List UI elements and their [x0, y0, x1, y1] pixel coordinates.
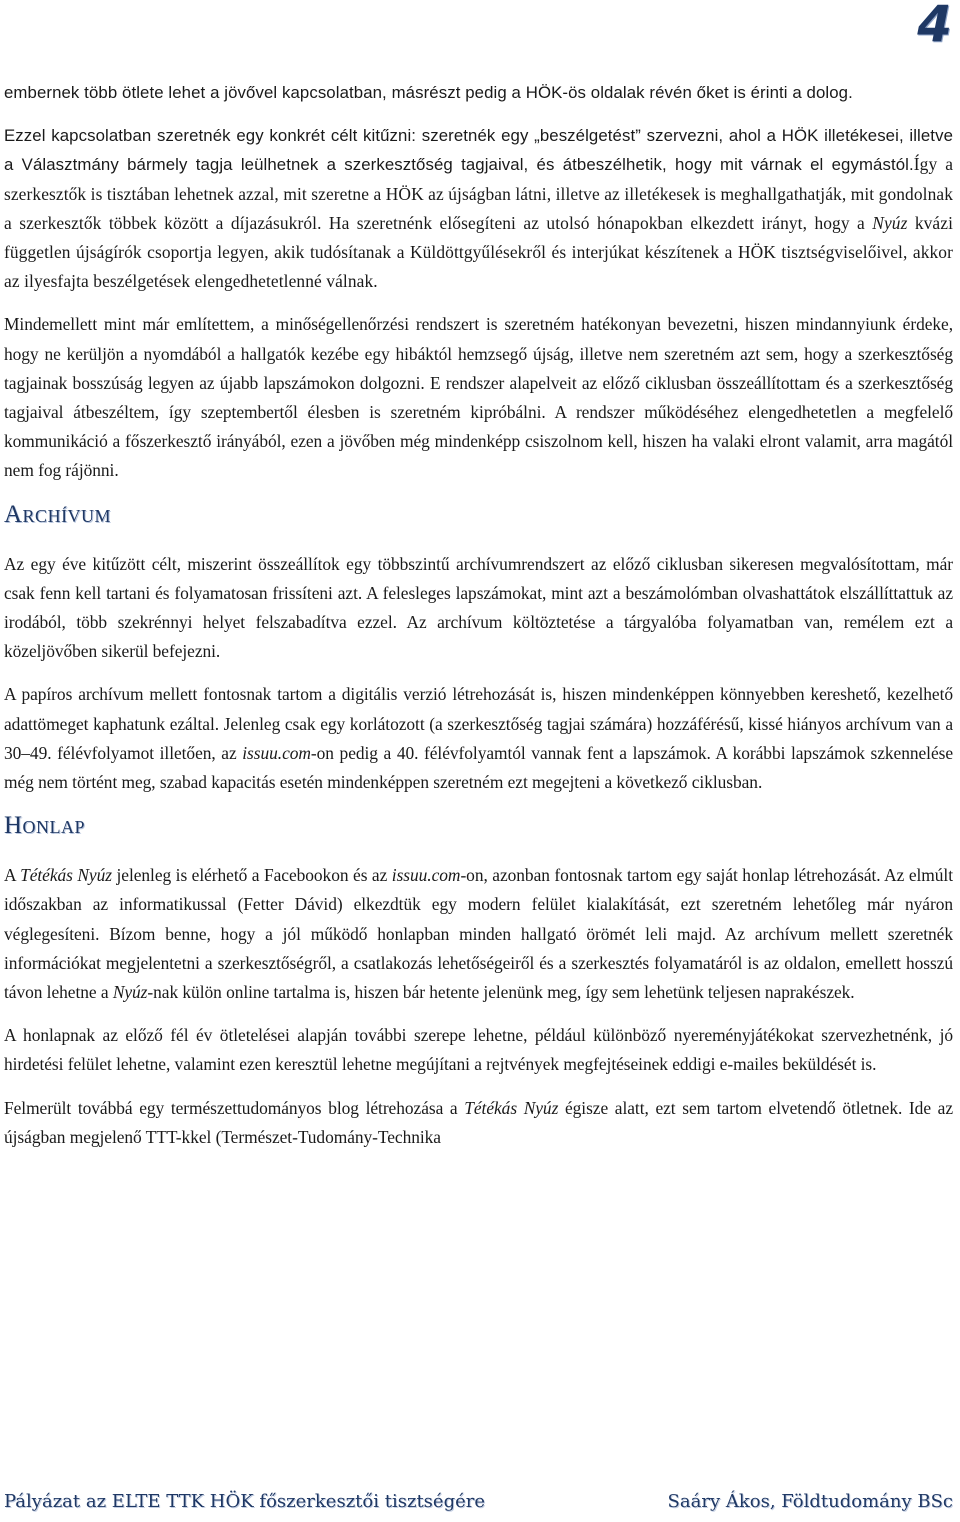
- document-body: [4, 78, 953, 1166]
- honlap-paragraph-1: [4, 861, 953, 1007]
- intro-paragraph-2-cont-b: kvázi független újságírók csoportja legyen, akik tudósítanak a Küldöttgyűlésekről és interjúkat készítenek a HÖK tisztségviselőivel, akkor az ilyesfajta beszélgetések elengedhetetlenné válnak.: [4, 212, 954, 292]
- footer-author: Saáry Ákos, Földtudomány BSc: [667, 1490, 953, 1512]
- footer-title: Pályázat az ELTE TTK HÖK főszerkesztői tisztségére: [4, 1490, 485, 1512]
- tetekas-nyuz-italic: Tétékás Nyúz: [20, 865, 112, 886]
- honlap-paragraph-3: [4, 1094, 953, 1152]
- intro-paragraph-1: embernek több ötlete lehet a jövővel kapcsolatban, másrészt pedig a HÖK-ös oldalak révén őket is érinti a dolog.: [4, 83, 853, 102]
- honlap-paragraph-1-d: -nak külön online tartalma is, hiszen bár hetente jelenünk meg, így sem lehetünk teljesen naprakészek.: [147, 982, 855, 1003]
- honlap-paragraph-3-a: Felmerült továbbá egy természettudományos blog létrehozása a: [4, 1097, 465, 1118]
- nyuz-italic: Nyúz: [872, 212, 908, 233]
- archivum-paragraph-2: [4, 680, 953, 797]
- intro-paragraph-2: [4, 121, 953, 296]
- page-footer: [4, 1484, 953, 1518]
- quality-control-paragraph: Mindemellett mint már említettem, a minőségellenőrzési rendszert is szeretném hatékonyan bevezetni, hiszen mindannyiunk érdeke, hogy ne kerüljön a nyomdából a hallgatók kezébe egy hibáktól hemzsegő újság, illetve nem szeretném azt sem, hogy a szerkesztőség tagjainak bosszúság legyen az újabb lapszámokon dolgozni. E rendszer alapelveit az előző ciklusban összeállítottam és a szerkesztőség tagjaival átbeszéltem, így szeptembertől élesben is szeretném kipróbálni. A rendszer működéséhez elengedhetetlen a megfelelő kommunikáció a főszerkesztő irányából, ezen a jövőben még mindenképp csiszolnom kell, hiszen ha valaki elront valamit, arra magától nem fog rájönni.: [4, 314, 953, 481]
- honlap-paragraph-1-b: jelenleg is elérhető a Facebookon és az: [111, 865, 392, 886]
- archivum-paragraph-2-b: -on pedig a 40. félévfolyamtól vannak fent a lapszámok. A korábbi lapszámok szkennelése még nem történt meg, szabad kapacitás esetén mindenképpen szeretném ezt megejteni a következő ciklusban.: [4, 742, 954, 793]
- section-heading-honlap: Honlap: [4, 812, 86, 840]
- issuu-italic-2: issuu.com: [391, 865, 461, 886]
- honlap-paragraph-1-c: -on, azonban fontosnak tartom egy saját honlap létrehozását. Az elmúlt időszakban az informatikussal (Fetter Dávid) elkezdtük egy modern felület kialakítását, ezt szeretném lehetőleg már nyáron véglegesíteni. Bízom benne, hogy a jól működő honlapban minden hallgató örömét leli majd. Az archívum mellett szeretnék információkat megjelentetni a szerkesztőségről, a csatlakozás lehetőségeiről és a szerkesztés folyamatáról is az oldalon, emellett hosszú távon lehetne a: [4, 865, 953, 1003]
- nyuz-italic-2: Nyúz: [112, 982, 148, 1003]
- tetekas-nyuz-italic-2: Tétékás Nyúz: [464, 1097, 559, 1118]
- archivum-paragraph-1: Az egy éve kitűzött célt, miszerint összeállítok egy többszintű archívumrendszert az előző ciklusban sikeresen megvalósítottam, már csak fenn kell tartani és folyamatosan frissíteni azt. A felesleges lapszámokat, mint azt a beszámolómban olvashattátok elszállíttattuk az irodából, több szekrénnyi helyet felszabadítva ezzel. Az archívum költöztetése a tárgyalóba folyamatban van, remélem ezt a közeljövőben sikerül befejezni.: [4, 553, 953, 662]
- section-heading-archivum: Archívum: [4, 500, 112, 528]
- intro-paragraph-2-cont-a: Így a szerkesztők is tisztában lehetnek azzal, mit szeretne a HÖK az újságban látni, illetve az illetékesek is meghallgathatják, mit gondolnak a szerkesztők többek között a díjazásukról. Ha szeretnénk elősegíteni az utolsó hónapokban elkezdett irányt, hogy a: [4, 154, 954, 233]
- page-number: 4: [917, 0, 952, 53]
- honlap-paragraph-1-a: A: [4, 865, 21, 886]
- intro-paragraph-2-text: Ezzel kapcsolatban szeretnék egy konkrét célt kitűzni: szeretnék egy „beszélgetést” szervezni, ahol a HÖK illetékesei, illetve a Választmány bármely tagja leülhetnek a szerkesztőség tagjaival, és átbeszélhetik, hogy mit várnak el egymástól.: [4, 126, 953, 175]
- archivum-paragraph-2-a: A papíros archívum mellett fontosnak tartom a digitális verzió létrehozását is, hiszen mindenképpen könnyebben kereshető, kezelhető adattömeget kaphatunk ezáltal. Jelenleg csak egy korlátozott (a szerkesztőség tagjai számára) hozzáférésű, kissé hiányos archívum van a 30–49. félévfolyamot illetően, az: [4, 684, 953, 763]
- honlap-paragraph-3-b: égisze alatt, ezt sem tartom elvetendő ötletnek. Ide az újságban megjelenő TTT-kkel (Természet-Tudomány-Technika: [4, 1097, 953, 1147]
- issuu-italic: issuu.com: [242, 742, 311, 763]
- honlap-paragraph-2: A honlapnak az előző fél év ötletelései alapján további szerepe lehetne, például különböző nyereményjátékokat szervezhetnénk, jó hirdetési felület lehetne, valamint ezen keresztül lehetne megújítani a rejtvények megfejtéseinek eddigi e-mailes beküldését is.: [4, 1025, 953, 1075]
